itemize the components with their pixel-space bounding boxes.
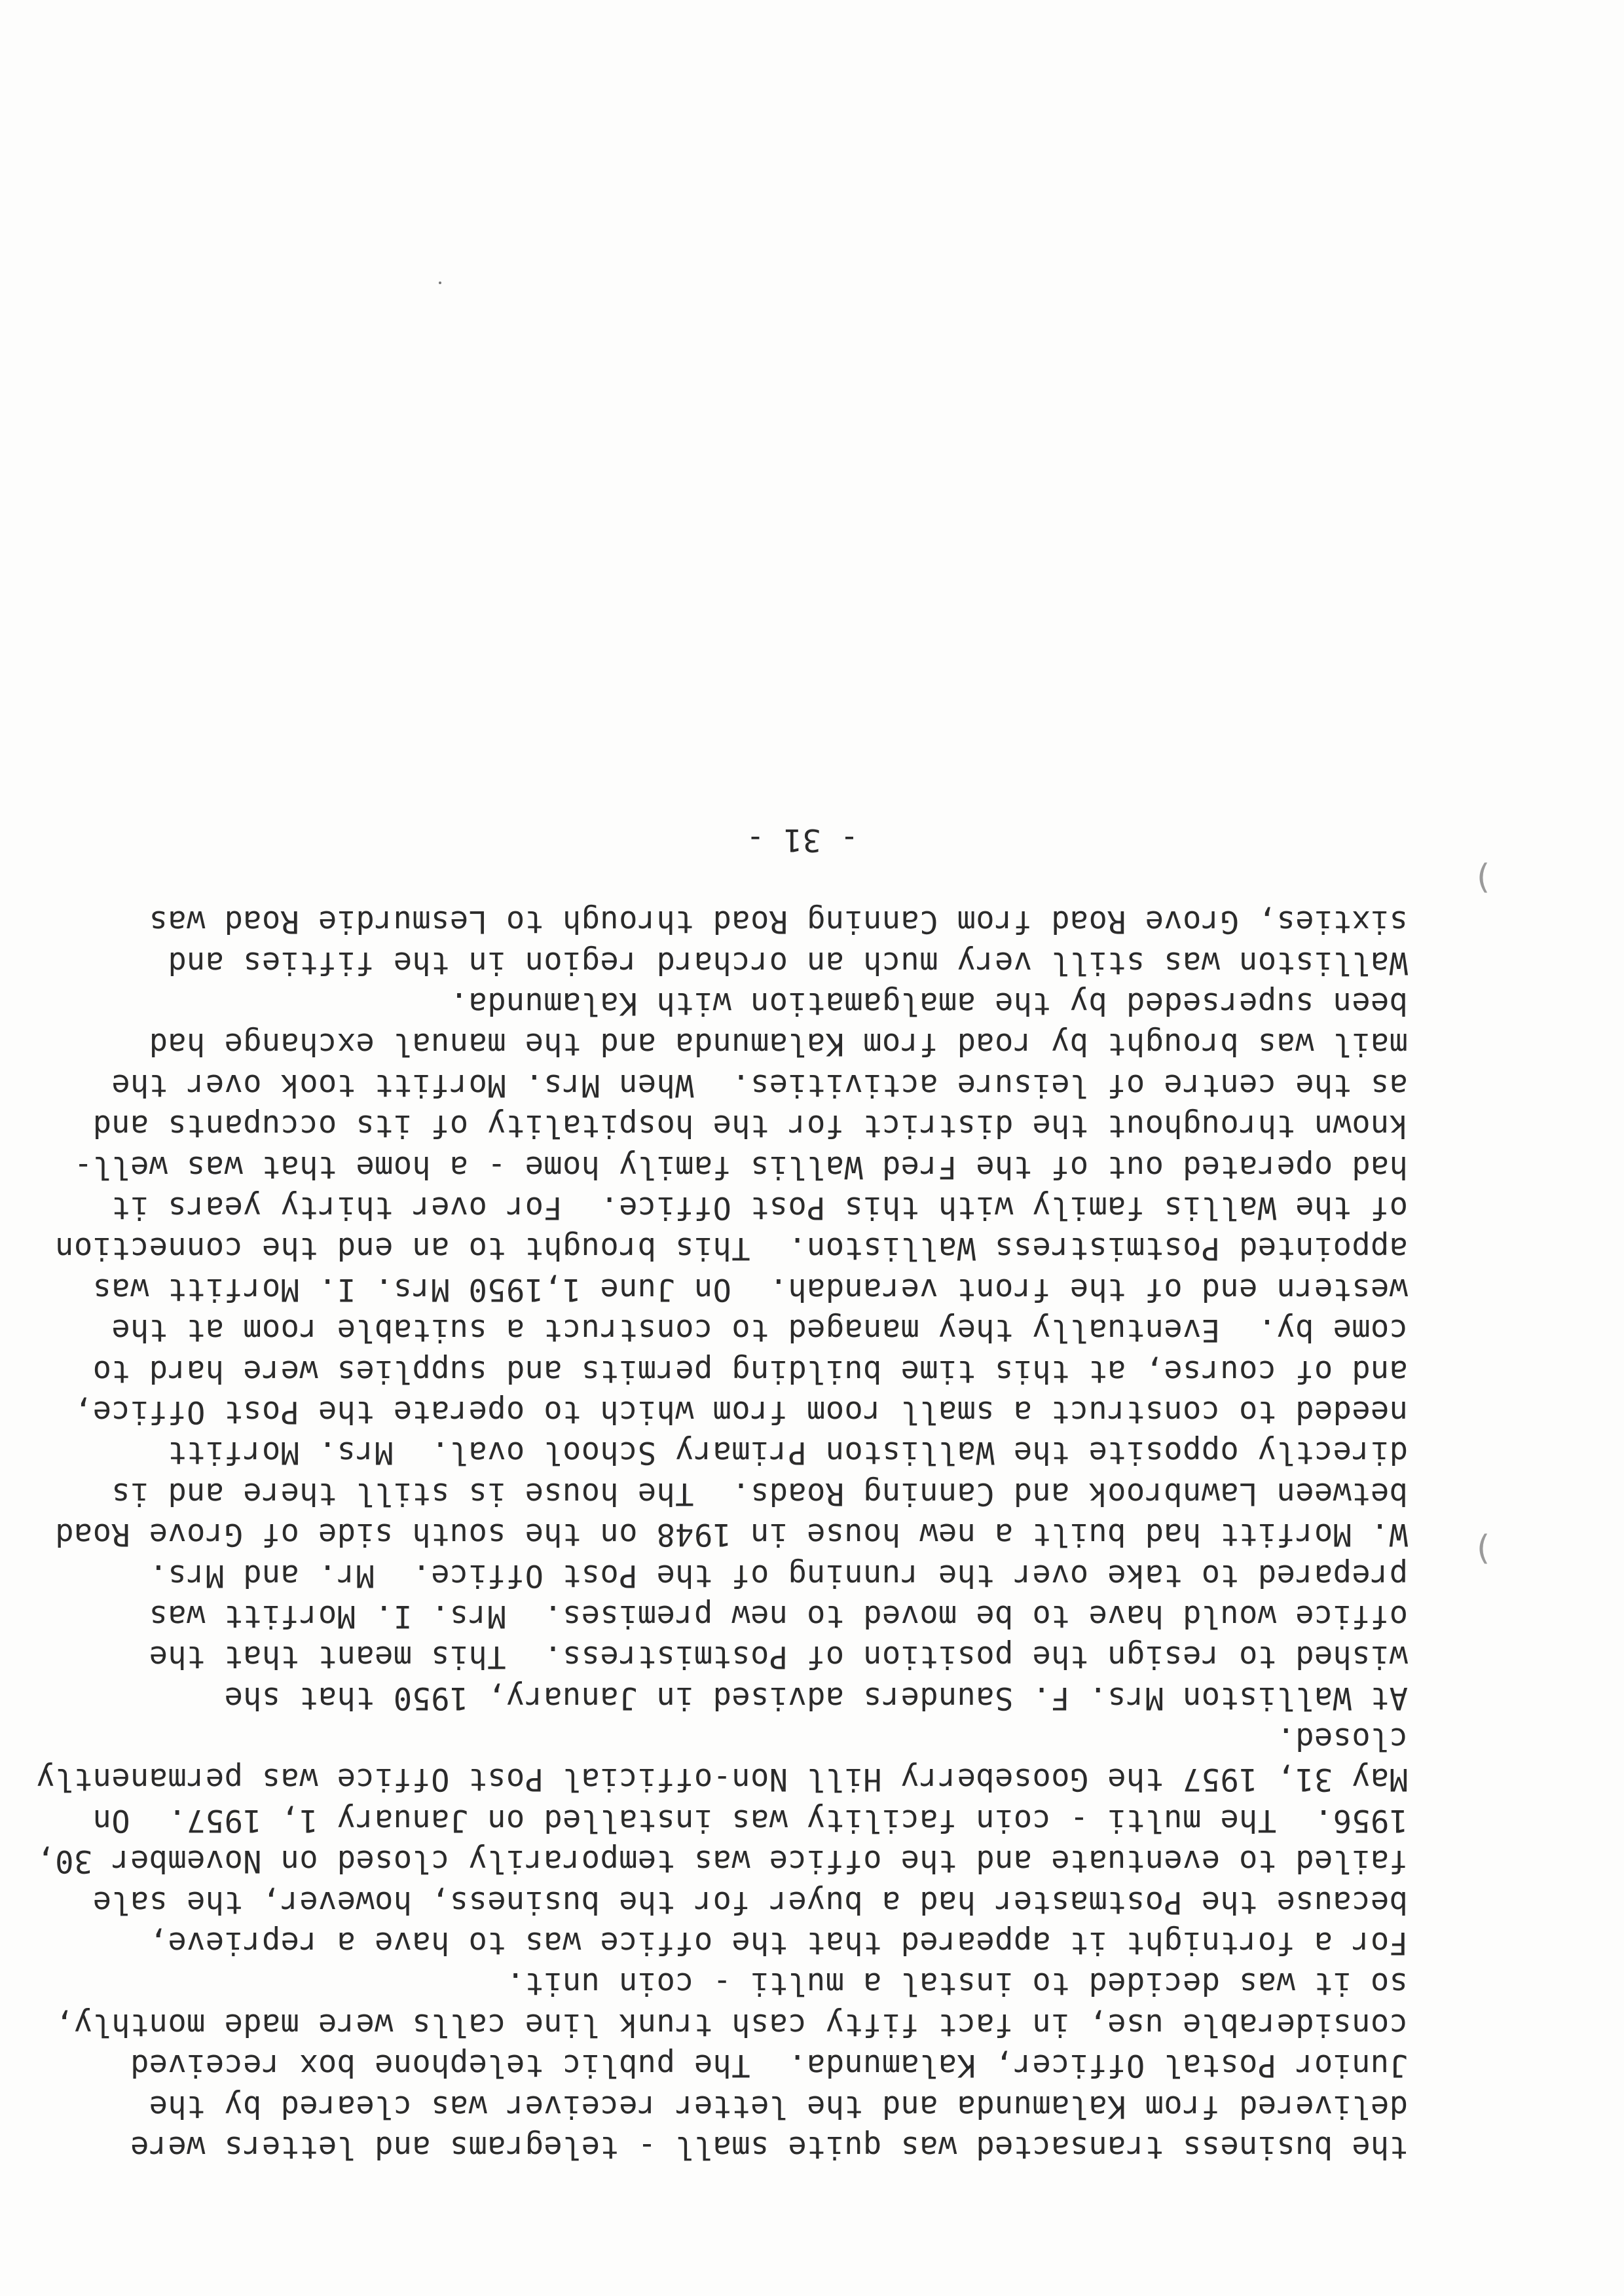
text-line: come by. Eventually they managed to construct a suitable room at the xyxy=(111,1312,1408,1349)
text-line: delivered from Kalamunda and the letter receiver was cleared by the xyxy=(149,2088,1408,2124)
text-line: 1956. The multi - coin facility was installed on January 1, 1957. On xyxy=(92,1802,1408,1838)
text-line: considerable use, in fact fifty cash trunk line calls were made monthly, xyxy=(54,2006,1408,2043)
scan-speck xyxy=(439,282,441,284)
text-line: of the Wallis family with this Post Office. For over thirty years it xyxy=(111,1190,1408,1226)
text-line: Walliston was still very much an orchard region in the fifties and xyxy=(168,944,1408,981)
text-line: failed to eventuate and the office was temporarily closed on November 30, xyxy=(36,1843,1408,1880)
text-line: closed. xyxy=(1276,1721,1408,1757)
text-line: had operated out of the Fred Wallis family home - a home that was well- xyxy=(73,1148,1408,1185)
text-line: so it was decided to instal a multi - coin unit. xyxy=(506,1965,1408,2002)
text-line: office would have to be moved to new premises. Mrs. I. Morfitt was xyxy=(149,1597,1408,1634)
scan-bracket-mark: ( xyxy=(1477,1529,1490,1568)
text-line: been superseded by the amalgamation with Kalamunda. xyxy=(449,985,1408,1022)
text-line: For a fortnight it appeared that the office was to have a reprieve, xyxy=(149,1925,1408,1961)
text-line: the business transacted was quite small - telegrams and letters were xyxy=(130,2129,1408,2165)
text-line: known throughout the district for the hospitality of its occupants and xyxy=(92,1108,1408,1144)
text-line: prepared to take over the running of the Post Office. Mr. and Mrs. xyxy=(149,1557,1408,1594)
text-line: sixties, Grove Road from Canning Road through to Lesmurdie Road was xyxy=(149,903,1408,940)
text-line: W. Morfitt had built a new house in 1948 on the south side of Grove Road xyxy=(54,1516,1408,1553)
rotated-text-block xyxy=(36,354,1408,2167)
text-line: wished to resign the position of Postmistress. This meant that the xyxy=(149,1639,1408,1675)
text-line: because the Postmaster had a buyer for the business, however, the sale xyxy=(92,1884,1408,1920)
text-line: Junior Postal Officer, Kalamunda. The public telephone box received xyxy=(130,2047,1408,2084)
text-line: May 31, 1957 the Gooseberry Hill Non-official Post Office was permanently xyxy=(36,1761,1408,1798)
text-line: directly opposite the Walliston Primary School oval. Mrs. Morfitt xyxy=(168,1434,1408,1471)
page-number: - 31 - xyxy=(745,822,859,858)
text-line: needed to construct a small room from which to operate the Post Office, xyxy=(73,1393,1408,1430)
text-line: At Walliston Mrs. F. Saunders advised in January, 1950 that she xyxy=(224,1679,1408,1716)
text-line: and of course, at this time building permits and supplies were hard to xyxy=(92,1353,1408,1389)
text-line: between Lawnbrook and Canning Roads. The house is still there and is xyxy=(111,1475,1408,1512)
text-line: as the centre of leisure activities. When Mrs. Morfitt took over the xyxy=(111,1066,1408,1103)
spacer xyxy=(196,860,1408,901)
text-line: western end of the front verandah. On June 1,1950 Mrs. I. Morfitt was xyxy=(92,1271,1408,1307)
scan-bracket-mark: ( xyxy=(1477,858,1490,897)
text-line: appointed Postmistress Walliston. This brought to an end the connection xyxy=(54,1230,1408,1267)
text-line: mail was brought by road from Kalamunda and the manual exchange had xyxy=(149,1026,1408,1063)
